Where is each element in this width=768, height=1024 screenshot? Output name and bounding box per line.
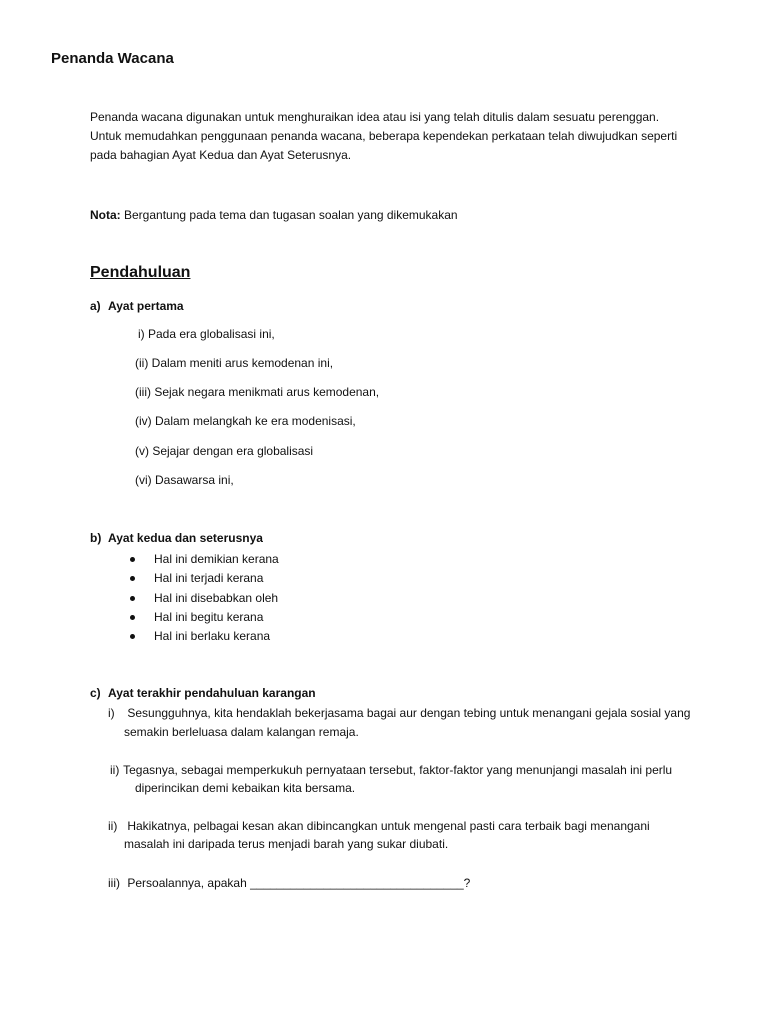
list-item (130, 608, 279, 627)
list-item (108, 874, 728, 893)
item-number: i) (108, 706, 115, 720)
item-number: ii) (110, 763, 120, 777)
intro-paragraph (90, 108, 730, 165)
list-item: (ii) Dalam meniti arus kemodenan ini, (135, 356, 334, 370)
list-item: (iv) Dalam melangkah ke era modenisasi, (135, 414, 356, 428)
intro-line: Penanda wacana digunakan untuk menghuraikan idea atau isi yang telah ditulis dalam sesuatu perenggan. (90, 110, 660, 124)
list-item-text: Hal ini demikian kerana (154, 552, 279, 566)
section-c-title: Ayat terakhir pendahuluan karangan (108, 686, 316, 700)
list-item (130, 550, 279, 569)
list-item (108, 817, 728, 836)
bullet-icon (130, 576, 135, 581)
list-item (110, 761, 730, 780)
list-item-text: Hal ini begitu kerana (154, 609, 264, 624)
item-text: Persoalannya, apakah ________________________________? (127, 876, 471, 890)
bullet-list (130, 550, 279, 646)
section-a-letter: a) (90, 299, 101, 313)
bullet-icon (130, 634, 135, 639)
list-item: (v) Sejajar dengan era globalisasi (135, 444, 314, 458)
nota-paragraph (90, 206, 730, 225)
item-text-continued: diperincikan demi kebaikan kita bersama. (135, 781, 356, 795)
list-item-text: Hal ini berlaku kerana (154, 629, 271, 644)
item-number: ii) (108, 819, 118, 833)
section-b-letter: b) (90, 531, 102, 545)
item-text-continued: semakin berleluasa dalam kalangan remaja. (124, 725, 359, 739)
nota-text: Bergantung pada tema dan tugasan soalan yang dikemukakan (120, 208, 458, 222)
section-b-title: Ayat kedua dan seterusnya (108, 531, 263, 545)
list-item (108, 704, 728, 723)
page-title: Penanda Wacana (51, 50, 174, 67)
list-item: (iii) Sejak negara menikmati arus kemodenan, (135, 385, 380, 399)
item-text-continued: masalah ini daripada terus menjadi barah yang sukar diubati. (124, 837, 449, 851)
list-item: i) Pada era globalisasi ini, (138, 327, 275, 341)
list-item: (vi) Dasawarsa ini, (135, 473, 234, 487)
bullet-icon (130, 596, 135, 601)
intro-line: Untuk memudahkan penggunaan penanda wacana, beberapa kependekan perkataan telah diwujudkan seperti (90, 129, 678, 143)
section-a-label (90, 299, 184, 313)
section-c-label (90, 686, 316, 700)
nota-label: Nota: (90, 208, 121, 222)
bullet-icon (130, 615, 135, 620)
bullet-icon (130, 557, 135, 562)
section-b-label (90, 531, 263, 545)
intro-line: pada bahagian Ayat Kedua dan Ayat Seterusnya. (90, 148, 352, 162)
item-number: iii) (108, 876, 120, 890)
item-text: Tegasnya, sebagai memperkukuh pernyataan tersebut, faktor-faktor yang menunjangi masalah ini perlu (123, 763, 673, 777)
section-heading: Pendahuluan (90, 264, 191, 281)
list-item (130, 589, 279, 608)
item-text: Sesungguhnya, kita hendaklah bekerjasama bagai aur dengan tebing untuk menangani gejala sosial yang (127, 706, 691, 720)
list-item (130, 627, 279, 646)
list-item-text: Hal ini disebabkan oleh (154, 590, 279, 605)
section-a-title: Ayat pertama (108, 299, 184, 313)
section-c-letter: c) (90, 686, 101, 700)
list-item-text: Hal ini terjadi kerana (154, 571, 264, 586)
list-item (130, 569, 279, 588)
item-text: Hakikatnya, pelbagai kesan akan dibincangkan untuk mengenal pasti cara terbaik bagi menangani (127, 819, 650, 833)
